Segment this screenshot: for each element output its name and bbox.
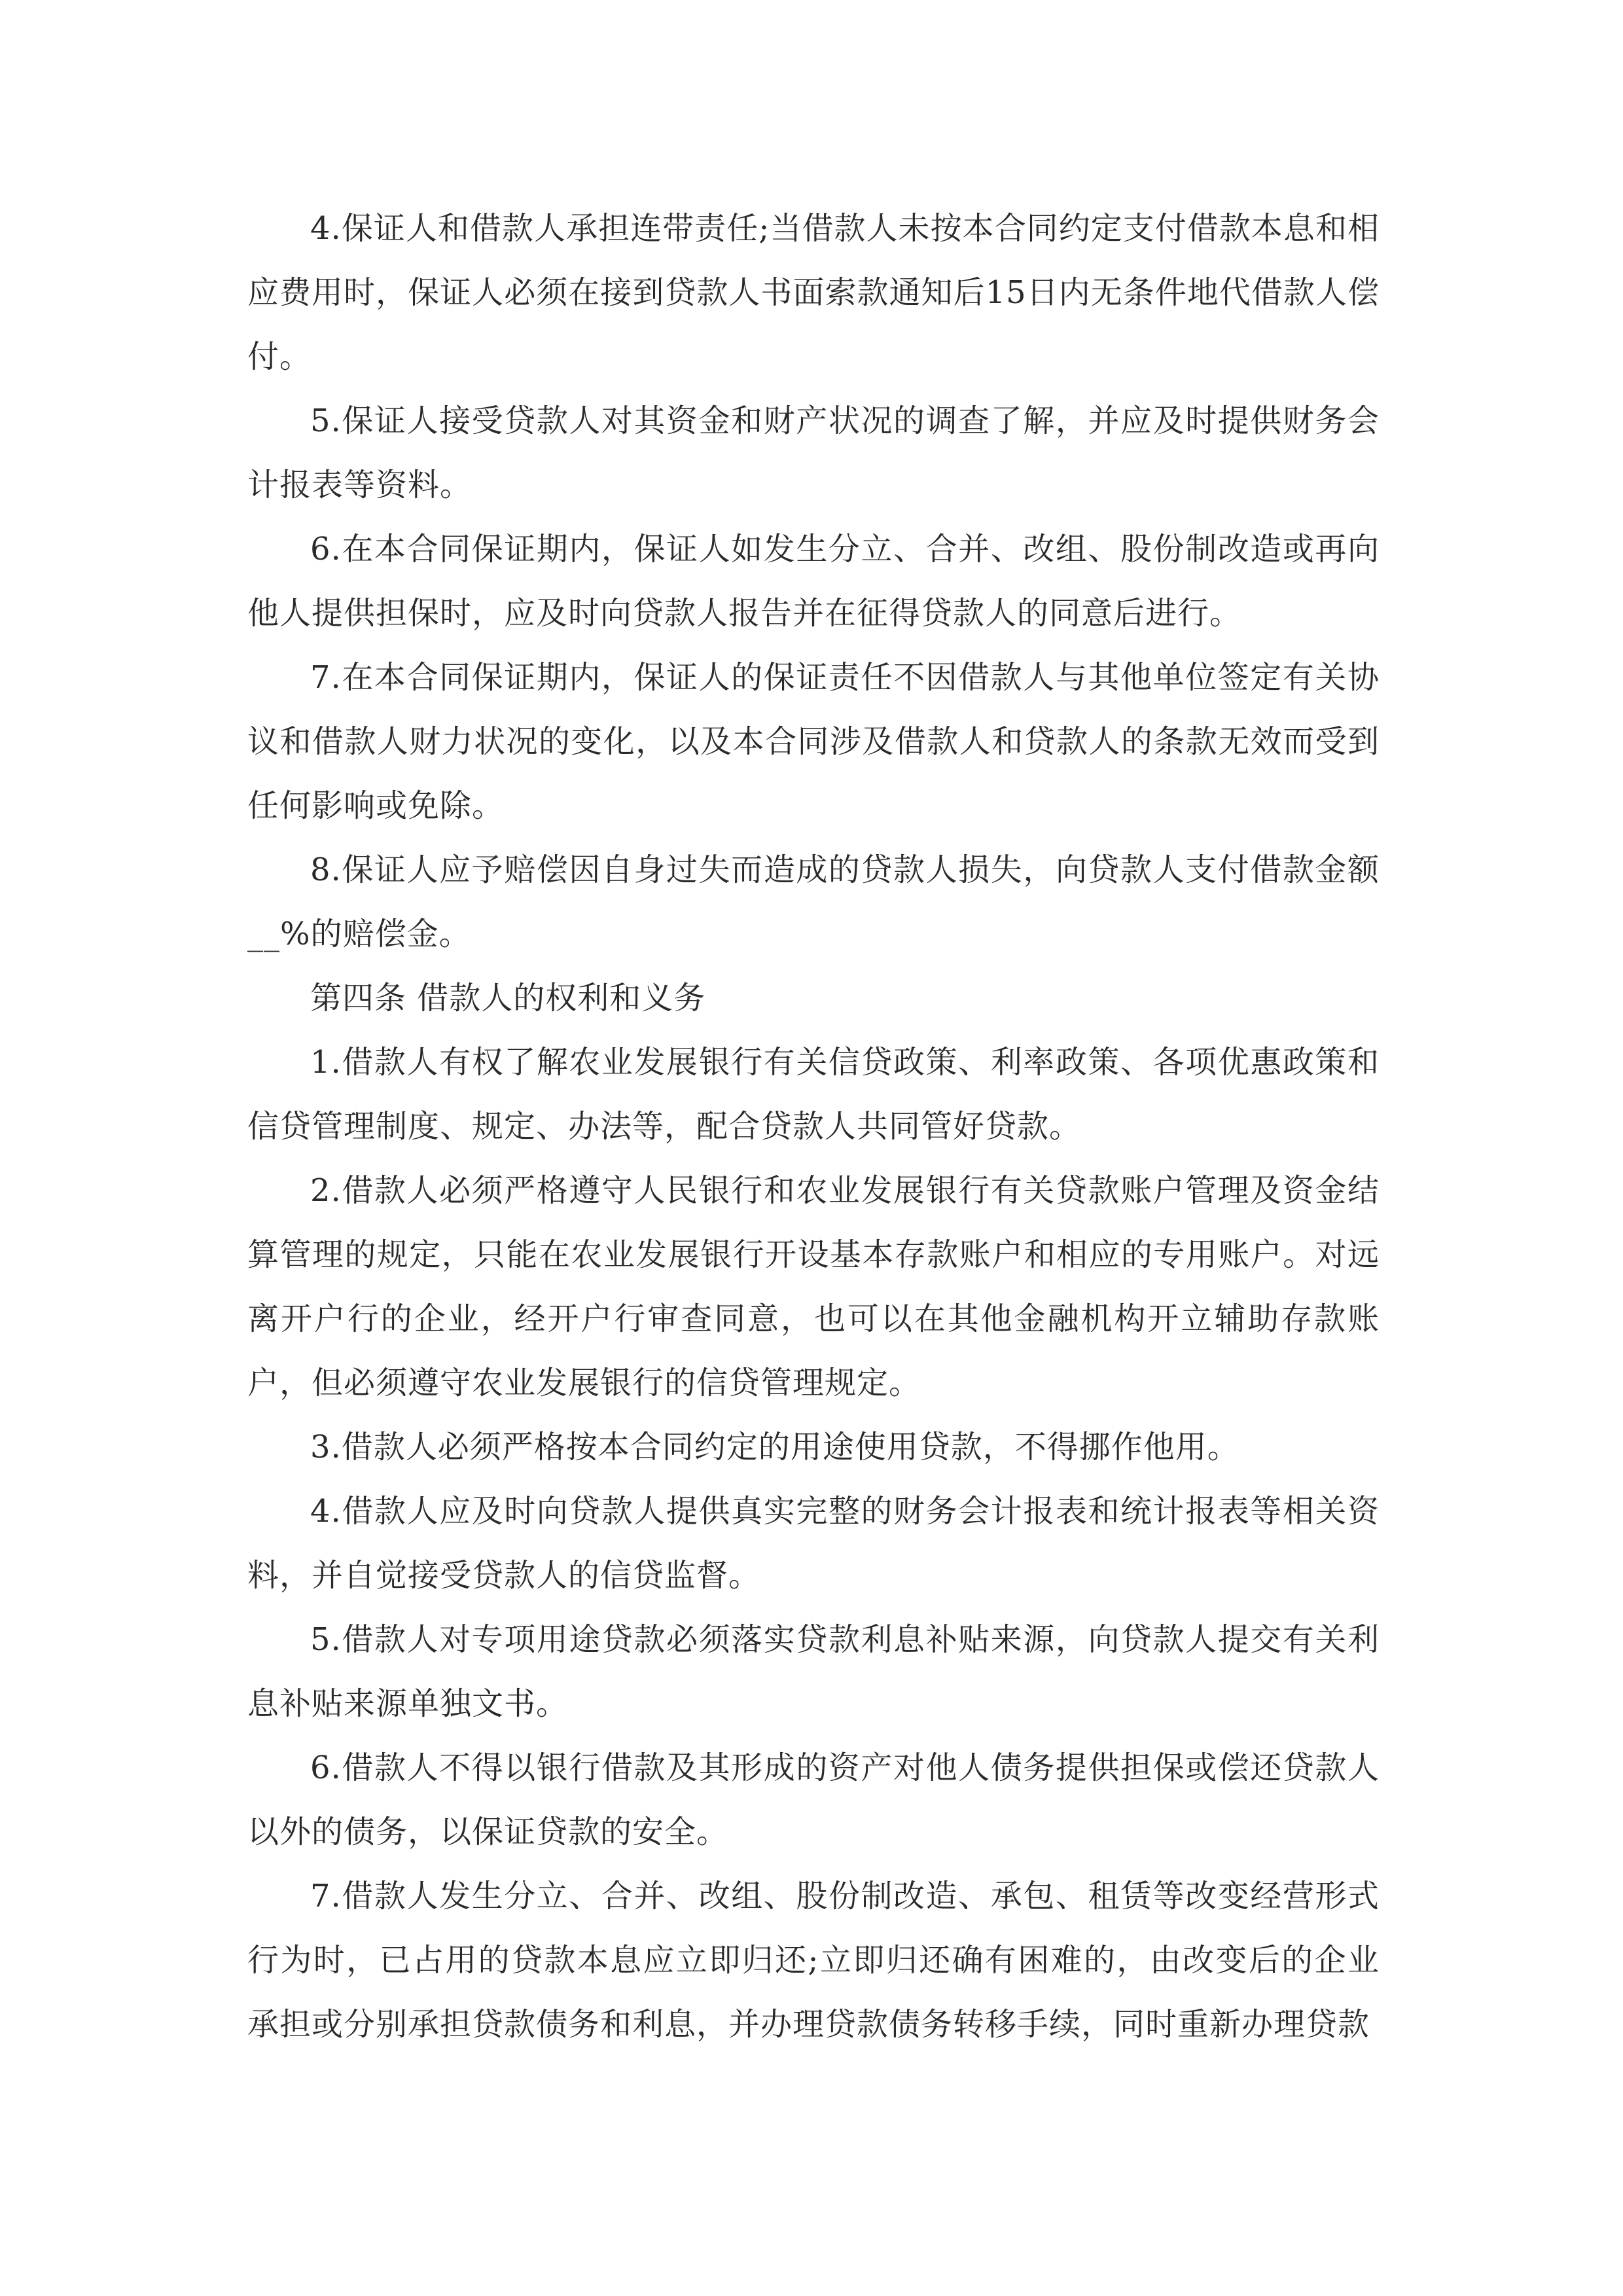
guarantor-clause-7: 7.在本合同保证期内，保证人的保证责任不因借款人与其他单位签定有关协议和借款人财力状况的变化，以及本合同涉及借款人和贷款人的条款无效而受到任何影响或免除。 (247, 659, 1380, 824)
borrower-clause-1: 1.借款人有权了解农业发展银行有关信贷政策、利率政策、各项优惠政策和信贷管理制度、规定、办法等，配合贷款人共同管好贷款。 (247, 1044, 1380, 1145)
borrower-clause-5: 5.借款人对专项用途贷款必须落实贷款利息补贴来源，向贷款人提交有关利息补贴来源单独文书。 (247, 1621, 1380, 1722)
borrower-clause-6: 6.借款人不得以银行借款及其形成的资产对他人债务提供担保或偿还贷款人以外的债务，以保证贷款的安全。 (247, 1749, 1380, 1850)
guarantor-clause-6: 6.在本合同保证期内，保证人如发生分立、合并、改组、股份制改造或再向他人提供担保时，应及时向贷款人报告并在征得贷款人的同意后进行。 (247, 531, 1380, 632)
borrower-clause-2: 2.借款人必须严格遵守人民银行和农业发展银行有关贷款账户管理及资金结算管理的规定，只能在农业发展银行开设基本存款账户和相应的专用账户。对远离开户行的企业，经开户行审查同意，也可以在其他金融机构开立辅助存款账户，但必须遵守农业发展银行的信贷管理规定。 (247, 1172, 1380, 1401)
guarantor-clause-5: 5.保证人接受贷款人对其资金和财产状况的调查了解，并应及时提供财务会计报表等资料。 (247, 403, 1380, 503)
borrower-clause-4: 4.借款人应及时向贷款人提供真实完整的财务会计报表和统计报表等相关资料，并自觉接受贷款人的信贷监督。 (247, 1493, 1380, 1594)
guarantor-clause-4: 4.保证人和借款人承担连带责任;当借款人未按本合同约定支付借款本息和相应费用时，保证人必须在接到贷款人书面索款通知后15日内无条件地代借款人偿付。 (247, 210, 1380, 375)
document-body (247, 196, 1380, 2056)
borrower-clause-3: 3.借款人必须严格按本合同约定的用途使用贷款，不得挪作他用。 (310, 1429, 1240, 1465)
guarantor-clause-8: 8.保证人应予赔偿因自身过失而造成的贷款人损失，向贷款人支付借款金额__%的赔偿金。 (247, 852, 1380, 952)
borrower-clause-7: 7.借款人发生分立、合并、改组、股份制改造、承包、租赁等改变经营形式行为时，已占用的贷款本息应立即归还;立即归还确有困难的，由改变后的企业承担或分别承担贷款债务和利息，并办理贷款债务转移手续，同时重新办理贷款 (247, 1878, 1380, 2043)
section-heading-article-4: 第四条 借款人的权利和义务 (310, 980, 706, 1016)
